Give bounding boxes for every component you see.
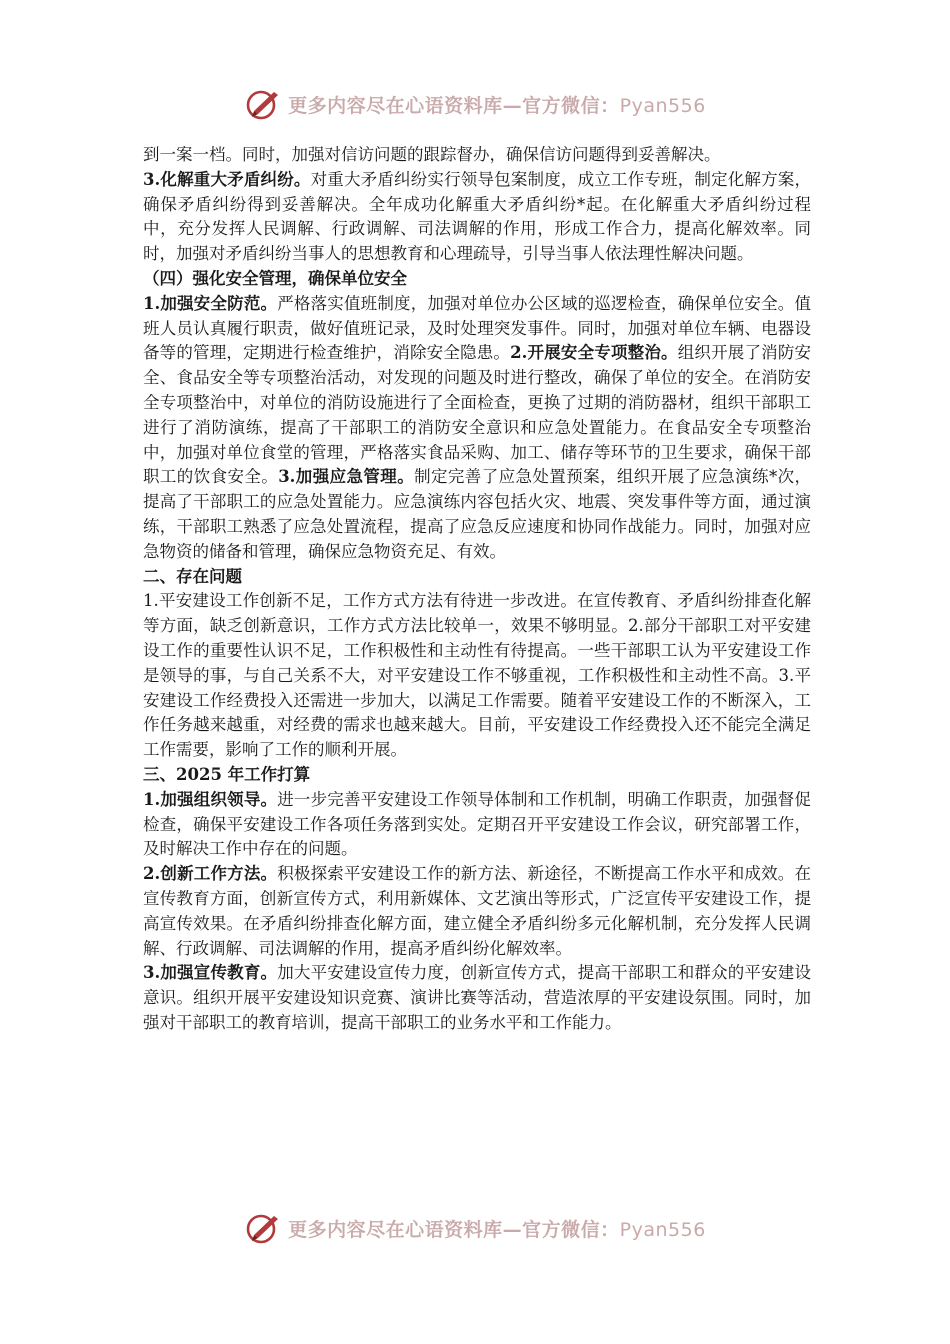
section-heading: 三、2025 年工作打算 bbox=[143, 764, 311, 784]
paragraph: 1.平安建设工作创新不足，工作方式方法有待进一步改进。在宣传教育、矛盾纠纷排查化解等方面，缺乏创新意识，工作方式方法比较单一，效果不够明显。2.部分干部职工对平安建设工作的重要性认识不足，工作积极性和主动性有待提高。一些干部职工认为平安建设工作是领导的事，与自己关系不大，对平安建设工作不够重视，工作积极性和主动性不高。3.平安建设工作经费投入还需进一步加大，以满足工作需要。随着平安建设工作的不断深入，工作任务越来越重，对经费的需求也越来越大。目前，平安建设工作经费投入还不能完全满足工作需要，影响了工作的顺利开展。 bbox=[143, 591, 811, 760]
section-heading: （四）强化安全管理，确保单位安全 bbox=[143, 268, 407, 288]
footer-watermark bbox=[0, 1208, 950, 1248]
section-heading: 二、存在问题 bbox=[143, 566, 242, 586]
paragraph: 2.创新工作方法。积极探索平安建设工作的新方法、新途径，不断提高工作水平和成效。在宣传教育方面，创新宣传方式，利用新媒体、文艺演出等形式，广泛宣传平安建设工作，提高宣传效果。在矛盾纠纷排查化解方面，建立健全矛盾纠纷多元化解机制，充分发挥人民调解、行政调解、司法调解的作用，提高矛盾纠纷化解效率。 bbox=[143, 864, 811, 958]
paragraph: 1.加强安全防范。严格落实值班制度，加强对单位办公区域的巡逻检查，确保单位安全。值班人员认真履行职责，做好值班记录，及时处理突发事件。同时，加强对单位车辆、电器设备等的管理，定期进行检查维护，消除安全隐患。2.开展安全专项整治。组织开展了消防安全、食品安全等专项整治活动，对发现的问题及时进行整改，确保了单位的安全。在消防安全专项整治中，对单位的消防设施进行了全面检查，更换了过期的消防器材，组织干部职工进行了消防演练，提高了干部职工的消防安全意识和应急处置能力。在食品安全专项整治中，加强对单位食堂的管理，严格落实食品采购、加工、储存等环节的卫生要求，确保干部职工的饮食安全。3.加强应急管理。制定完善了应急处置预案，组织开展了应急演练*次，提高了干部职工的应急处置能力。应急演练内容包括火灾、地震、突发事件等方面，通过演练，干部职工熟悉了应急处置流程，提高了应急反应速度和协同作战能力。同时，加强对应急物资的储备和管理，确保应急物资充足、有效。 bbox=[143, 293, 812, 561]
paragraph: 到一案一档。同时，加强对信访问题的跟踪督办，确保信访问题得到妥善解决。 bbox=[143, 145, 721, 164]
header-watermark bbox=[0, 84, 950, 124]
watermark-text: 更多内容尽在心语资料库—官方微信：Pyan556 bbox=[288, 94, 706, 117]
pen-logo-icon bbox=[244, 1208, 284, 1248]
paragraph: 3.化解重大矛盾纠纷。对重大矛盾纠纷实行领导包案制度，成立工作专班，制定化解方案，确保矛盾纠纷得到妥善解决。全年成功化解重大矛盾纠纷*起。在化解重大矛盾纠纷过程中，充分发挥人民调解、行政调解、司法调解的作用，形成工作合力，提高化解效率。同时，加强对矛盾纠纷当事人的思想教育和心理疏导，引导当事人依法理性解决问题。 bbox=[143, 169, 811, 264]
paragraph: 3.加强宣传教育。加大平安建设宣传力度，创新宣传方式，提高干部职工和群众的平安建设意识。组织开展平安建设知识竞赛、演讲比赛等活动，营造浓厚的平安建设氛围。同时，加强对干部职工的教育培训，提高干部职工的业务水平和工作能力。 bbox=[143, 963, 811, 1032]
pen-logo-icon bbox=[244, 84, 284, 124]
watermark-text: 更多内容尽在心语资料库—官方微信：Pyan556 bbox=[288, 1218, 706, 1241]
paragraph: 1.加强组织领导。进一步完善平安建设工作领导体制和工作机制，明确工作职责，加强督促检查，确保平安建设工作各项任务落到实处。定期召开平安建设工作会议，研究部署工作，及时解决工作中存在的问题。 bbox=[143, 789, 811, 859]
document-body bbox=[143, 143, 811, 1036]
